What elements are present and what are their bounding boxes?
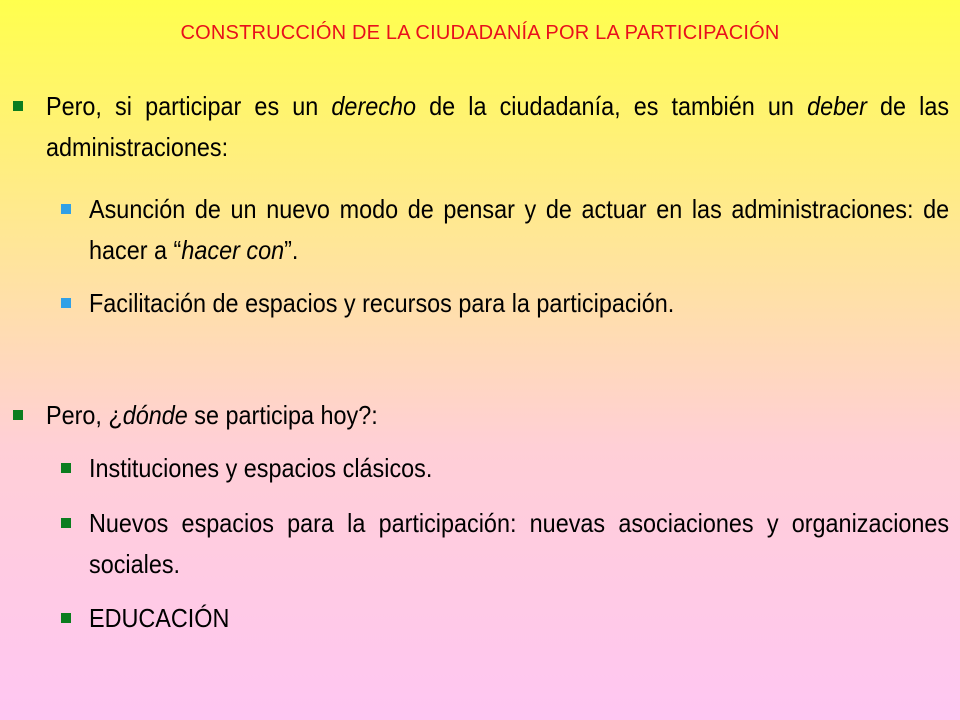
bullet-donde-participa <box>46 395 950 436</box>
square-bullet-icon <box>61 298 71 308</box>
subbullet-nuevos-espacios <box>89 503 950 585</box>
emphasis-hacer-con: hacer con <box>181 235 285 265</box>
bullet-derecho-deber <box>46 86 950 168</box>
square-bullet-icon <box>61 613 71 623</box>
text-run: Pero, si participar es un <box>46 91 332 121</box>
text-run: Pero, ¿ <box>46 400 123 430</box>
square-bullet-icon <box>13 410 23 420</box>
bullet-text <box>89 189 949 271</box>
square-bullet-icon <box>61 463 71 473</box>
subbullet-asuncion <box>89 189 950 271</box>
text-run: de las administraciones: <box>46 91 950 162</box>
subbullet-educacion <box>89 598 950 639</box>
text-run: ”. <box>284 235 299 265</box>
emphasis-deber: deber <box>807 91 867 121</box>
square-bullet-icon <box>13 101 23 111</box>
text-run: de la ciudadanía, es también un <box>415 91 808 121</box>
subbullet-facilitacion <box>89 283 950 324</box>
bullet-text <box>46 86 949 168</box>
square-bullet-icon <box>61 518 71 528</box>
slide-title: CONSTRUCCIÓN DE LA CIUDADANÍA POR LA PARTICIPACIÓN <box>180 22 780 44</box>
emphasis-derecho: derecho <box>331 91 416 121</box>
bullet-text: Facilitación de espacios y recursos para la participación. <box>89 288 675 318</box>
bullet-text: EDUCACIÓN <box>89 603 230 633</box>
bullet-text: Instituciones y espacios clásicos. <box>89 453 433 483</box>
square-bullet-icon <box>61 204 71 214</box>
text-run: Asunción de un nuevo modo de pensar y de actuar en las administraciones: de hacer a “ <box>89 194 950 265</box>
subbullet-instituciones <box>89 448 950 489</box>
bullet-text <box>46 395 949 436</box>
text-run: se participa hoy?: <box>187 400 378 430</box>
bullet-text: Nuevos espacios para la participación: nuevas asociaciones y organizaciones sociales. <box>89 508 950 579</box>
emphasis-donde: dónde <box>122 400 188 430</box>
